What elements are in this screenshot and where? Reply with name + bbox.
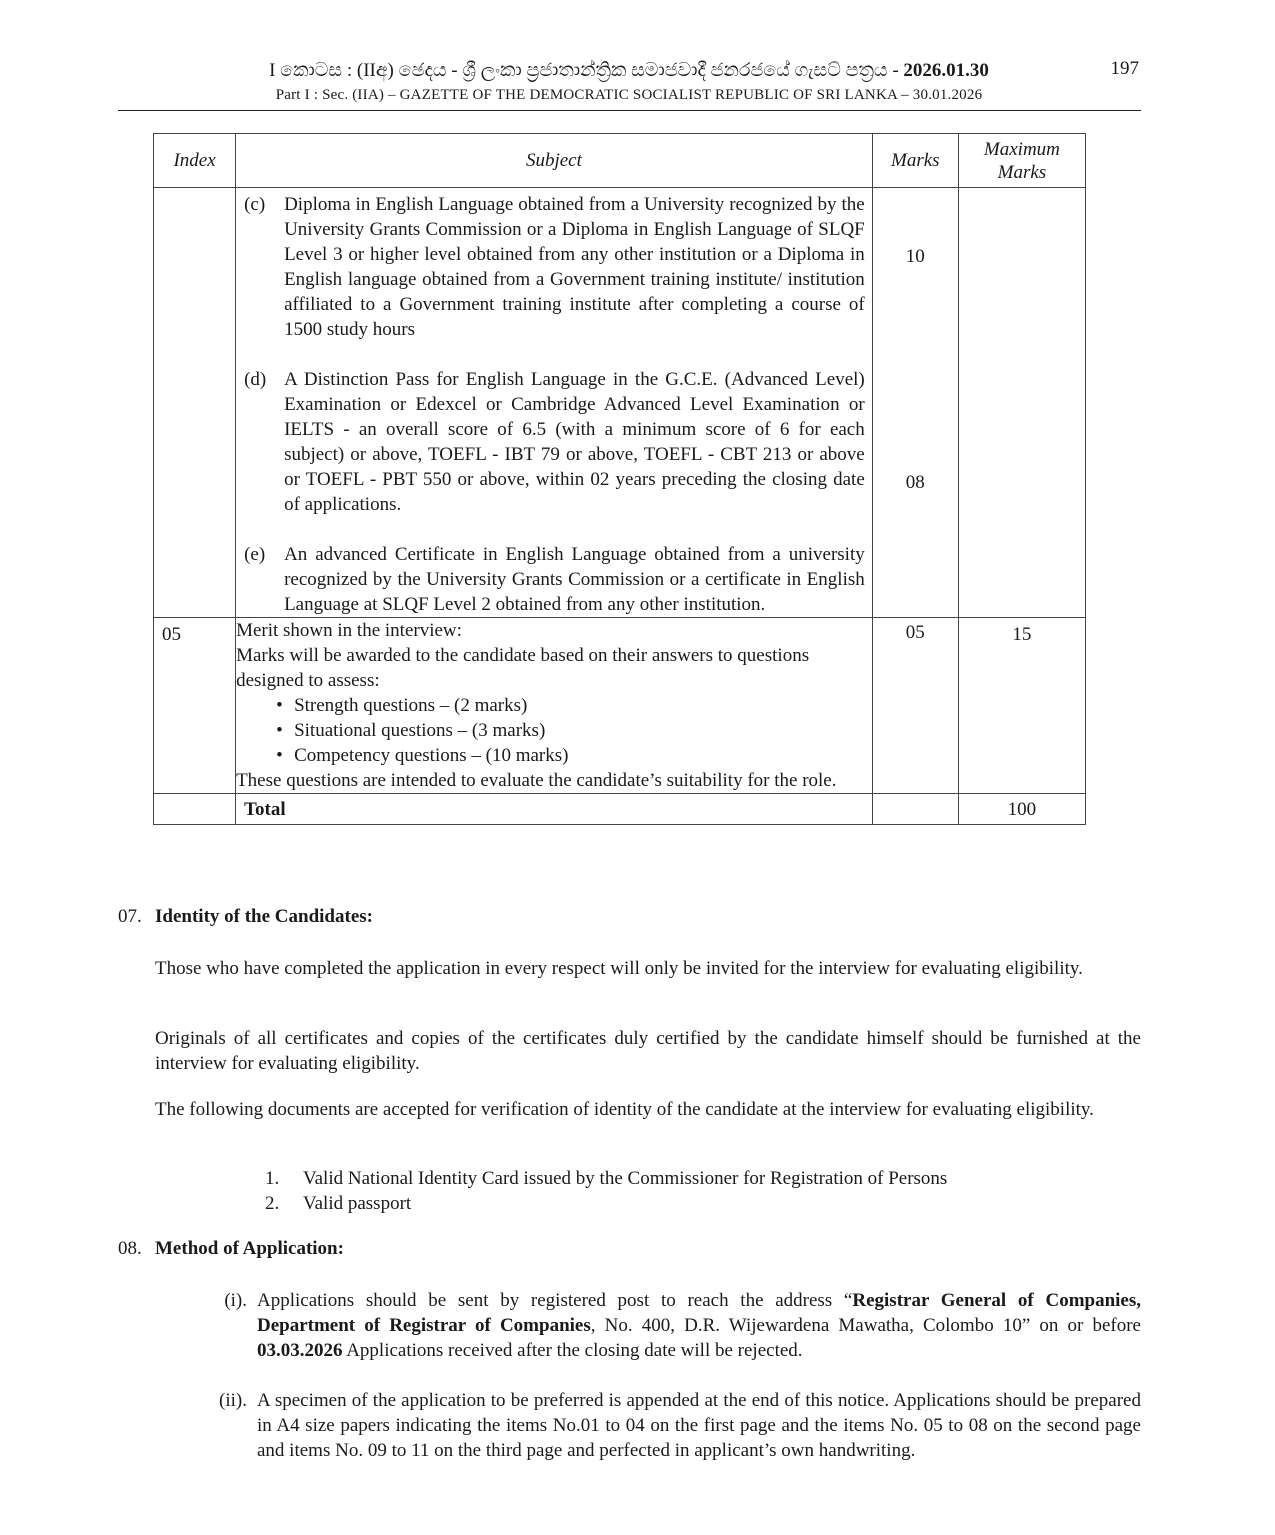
- total-label: Total: [236, 794, 873, 825]
- subject-cell-interview: [236, 618, 873, 794]
- application-item-1: [190, 1288, 1141, 1363]
- index-cell-empty: [154, 188, 236, 618]
- section-title: Identity of the Candidates:: [155, 906, 373, 927]
- col-header-subject: Subject: [236, 134, 873, 188]
- marks-value-d: 08: [905, 472, 925, 493]
- subject-cell-english: [236, 188, 873, 618]
- document-list: [265, 1166, 947, 1216]
- interview-title: Merit shown in the interview:: [236, 620, 462, 641]
- header-rule: [118, 110, 1141, 111]
- section-07-paragraph-3: The following documents are accepted for verification of identity of the candidate at the interview for evaluating eligibility.: [155, 1099, 1094, 1120]
- item-label: (e): [244, 544, 266, 565]
- col-header-marks: Marks: [872, 134, 958, 188]
- item-e: [236, 542, 872, 617]
- item-text: Diploma in English Language obtained from a University recognized by the University Grants Commission or a Diploma in English Language of SLQF Level 3 or higher level obtained from any other institution or a Diploma in English language obtained from a Government training institute/ institution affiliated to a Government training institute after completing a course of 1500 study hours: [284, 194, 865, 340]
- interview-line1: Marks will be awarded to the candidate based on their answers to questions designed to assess:: [236, 645, 810, 691]
- list-item: 1. Valid National Identity Card issued by the Commissioner for Registration of Persons: [265, 1168, 948, 1189]
- section-title: Method of Application:: [155, 1238, 344, 1259]
- index-cell: [154, 618, 236, 794]
- header-english: Part I : Sec. (IIA) – GAZETTE OF THE DEMOCRATIC SOCIALIST REPUBLIC OF SRI LANKA – 30.01.2026: [275, 87, 983, 103]
- item-c: [236, 192, 872, 342]
- item-label: (d): [244, 369, 267, 390]
- total-value: 100: [958, 794, 1085, 825]
- section-number: 08.: [118, 1238, 142, 1259]
- section-07-paragraph-1: Those who have completed the application in every respect will only be invited for the interview for evaluating eligibility.: [155, 958, 1083, 979]
- list-item: • Competency questions – (10 marks): [276, 743, 872, 768]
- item-text: A specimen of the application to be preferred is appended at the end of this notice. Applications should be prepared in A4 size papers indicating the items No.01 to 04 on the first page and the items No. 05 to 08 on the second page and items No. 09 to 11 on the third page and perfected in applicant’s own handwriting.: [257, 1390, 1141, 1461]
- col-header-max-marks: Maximum Marks: [958, 134, 1085, 188]
- table-header-row: [154, 134, 1086, 188]
- header-sinhala: [118, 60, 1140, 82]
- table-row: [154, 188, 1086, 618]
- header-sinhala-date: 2026.01.30: [903, 60, 989, 81]
- item-text: A Distinction Pass for English Language in the G.C.E. (Advanced Level) Examination or Edexcel or Cambridge Advanced Level Examination or IELTS - an overall score of 6.5 (with a minimum score of 6 for each subject) or above, TOEFL - IBT 79 or above, TOEFL - CBT 213 or above or TOEFL - PBT 550 or above, within 02 years preceding the closing date of applications.: [284, 369, 865, 515]
- header-sinhala-title: I කොටස : (IIඅ) ඡෙදය - ශ්‍රී ලංකා ප්‍රජාතාන්ත්‍රික සමාජවාදී ජනරජයේ ගැසට් පත්‍රය -: [269, 60, 904, 81]
- max-marks-cell-empty: [958, 188, 1085, 618]
- item-number: (ii).: [219, 1390, 247, 1411]
- item-text: Applications should be sent by registered post to reach the address “Registrar General of Companies, Department of Registrar of Companies, No. 400, D.R. Wijewardena Mawatha, Colombo 10” on or before 03.03.2026 Applications received after the closing date will be rejected.: [257, 1290, 1142, 1361]
- table-total-row: [154, 794, 1086, 825]
- section-07-paragraph-2: Originals of all certificates and copies of the certificates duly certified by the candidate himself should be furnished at the interview for evaluating eligibility.: [155, 1028, 1141, 1074]
- item-label: (c): [244, 194, 266, 215]
- col-header-index: Index: [154, 134, 236, 188]
- marks-table: [153, 133, 1086, 825]
- item-text: An advanced Certificate in English Language obtained from a university recognized by the University Grants Commission or a certificate in English Language at SLQF Level 2 obtained from any other institution.: [284, 544, 865, 615]
- list-item: • Situational questions – (3 marks): [276, 718, 872, 743]
- marks-value-e: 05: [905, 622, 925, 643]
- marks-cell-empty: [872, 794, 958, 825]
- item-d: [236, 367, 872, 517]
- application-item-2: [190, 1388, 1141, 1463]
- index-cell-empty: [154, 794, 236, 825]
- page-number: 197: [1110, 58, 1139, 79]
- item-number: (i).: [224, 1290, 247, 1311]
- max-marks-cell: [958, 618, 1085, 794]
- list-item: 2. Valid passport: [265, 1193, 412, 1214]
- interview-bullets: [236, 693, 872, 768]
- marks-cell: [872, 188, 958, 643]
- section-number: 07.: [118, 906, 142, 927]
- max-marks-value: 15: [1012, 624, 1032, 645]
- marks-value-c: 10: [905, 246, 925, 267]
- interview-line2: These questions are intended to evaluate the candidate’s suitability for the role.: [236, 770, 837, 791]
- index-value: 05: [162, 624, 181, 645]
- list-item: • Strength questions – (2 marks): [276, 693, 872, 718]
